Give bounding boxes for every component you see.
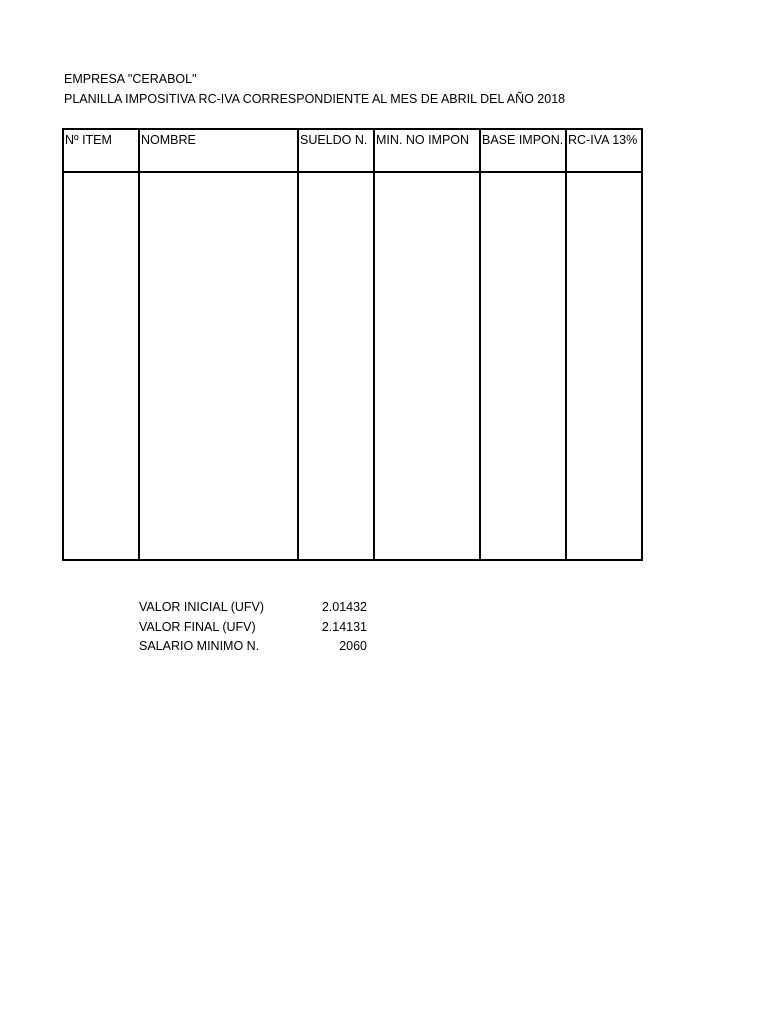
column-header-min-no-impon: MIN. NO IMPON xyxy=(374,129,480,172)
param-value-salario-minimo: 2060 xyxy=(339,639,367,653)
param-value-valor-final: 2.14131 xyxy=(321,620,367,634)
company-name: EMPRESA "CERABOL" xyxy=(64,72,197,86)
table-cell[interactable] xyxy=(374,172,480,560)
table-cell[interactable] xyxy=(139,172,298,560)
param-label-valor-inicial: VALOR INICIAL (UFV) xyxy=(139,600,265,614)
table-cell[interactable] xyxy=(480,172,566,560)
table-header-row xyxy=(63,129,642,172)
table-cell[interactable] xyxy=(566,172,642,560)
table-body-row xyxy=(63,172,642,560)
column-header-sueldo: SUELDO N. xyxy=(298,129,374,172)
param-value-valor-inicial: 2.01432 xyxy=(321,600,367,614)
column-header-base-impon: BASE IMPON. xyxy=(480,129,566,172)
column-header-nombre: NOMBRE xyxy=(139,129,298,172)
table-cell[interactable] xyxy=(63,172,139,560)
tax-table xyxy=(62,128,643,561)
param-label-salario-minimo: SALARIO MINIMO N. xyxy=(139,639,260,653)
column-header-item: Nº ITEM xyxy=(63,129,139,172)
param-label-valor-final: VALOR FINAL (UFV) xyxy=(139,620,256,634)
document-title: PLANILLA IMPOSITIVA RC-IVA CORRESPONDIENTE AL MES DE ABRIL DEL AÑO 2018 xyxy=(64,92,566,106)
column-header-rc-iva: RC-IVA 13% xyxy=(566,129,642,172)
table-cell[interactable] xyxy=(298,172,374,560)
